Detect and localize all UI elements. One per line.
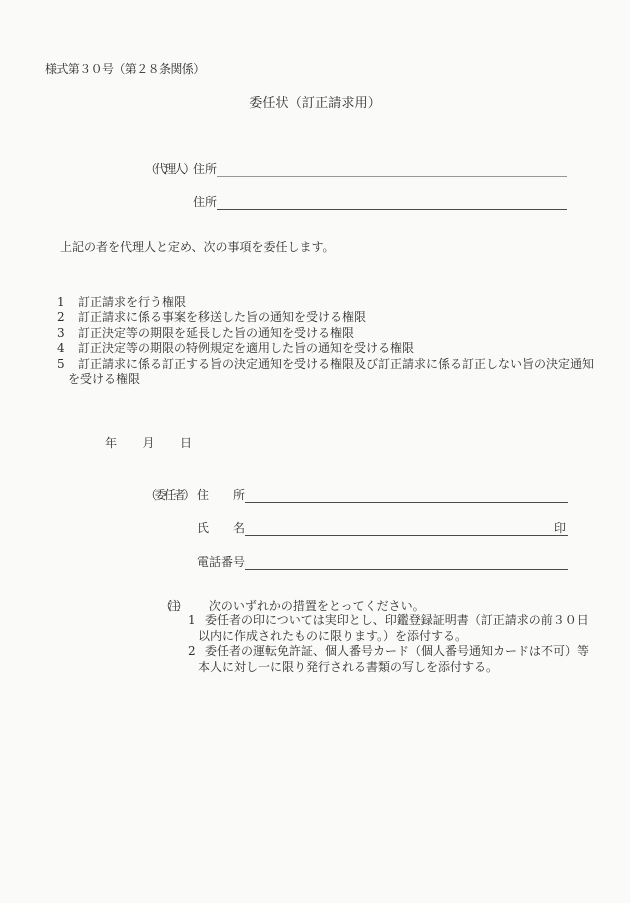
list-item-number: 4: [57, 341, 65, 356]
list-item-number: 2: [57, 310, 65, 325]
agent-address1-field[interactable]: [217, 162, 567, 177]
list-item-number: 3: [57, 325, 65, 340]
note-item-text: 委任者の印については実印とし、印鑑登録証明書（訂正請求の前３０日以内に作成されたものに限ります。）を添付する。: [198, 613, 589, 643]
note-intro: 次のいずれかの措置をとってください。: [208, 599, 425, 613]
date-line: [105, 436, 192, 451]
list-item-number: 5: [57, 356, 65, 371]
principal-label: （委任者）: [145, 488, 194, 502]
agent-address2-field[interactable]: [217, 195, 567, 210]
form-number: 様式第３０号（第２８条関係）: [45, 62, 205, 76]
agent-address1-label: 住所: [193, 162, 218, 176]
list-item: [57, 357, 595, 388]
list-item-text: 訂正決定等の期限の特例規定を適用した旨の通知を受ける権限: [78, 341, 415, 356]
list-item-text: 訂正請求に係る事案を移送した旨の通知を受ける権限: [78, 310, 367, 325]
note-item-number: 2: [188, 644, 196, 659]
page-title: 委任状（訂正請求用）: [249, 96, 381, 111]
delegated-items-list: [57, 295, 595, 387]
agent-address-row-1: [145, 161, 567, 177]
list-item: [57, 310, 595, 325]
list-item-number: 1: [57, 295, 65, 309]
note-items-list: [188, 613, 590, 675]
agent-address2-label: 住所: [193, 195, 218, 209]
list-item-text: 訂正決定等の期限を延長した旨の通知を受ける権限: [78, 325, 355, 340]
list-item: [57, 341, 595, 356]
note-header: [160, 599, 425, 614]
list-item: [57, 326, 595, 341]
principal-name-row: [145, 520, 568, 536]
list-item: [57, 295, 595, 310]
principal-name-field[interactable]: [245, 521, 568, 536]
principal-phone-row: [145, 554, 568, 570]
principal-address-label: 住 所: [197, 488, 245, 502]
principal-phone-field[interactable]: [245, 555, 568, 570]
agent-address-row-2: [145, 194, 567, 210]
list-item-text: 訂正請求に係る訂正する旨の決定通知を受ける権限及び訂正請求に係る訂正しない旨の決定通知を受ける権限: [68, 356, 595, 387]
list-item-text: 訂正請求を行う権限: [78, 295, 187, 309]
note-item-number: 1: [188, 613, 196, 627]
note-item: [188, 613, 590, 644]
principal-address-field[interactable]: [245, 488, 568, 503]
principal-name-label: 氏 名: [197, 521, 245, 535]
seal-mark: 印: [553, 521, 566, 535]
agent-label: （代理人）: [145, 162, 194, 176]
note-item: [188, 644, 590, 675]
note-item-text: 委任者の運転免許証、個人番号カード（個人番号通知カードは不可）等本人に対し一に限り発行される書類の写しを添付する。: [198, 644, 590, 674]
principal-address-row: [145, 487, 568, 503]
date-labels: 年 月 日: [105, 436, 192, 450]
note-label: （注）: [160, 599, 185, 613]
principal-phone-label: 電話番号: [197, 555, 246, 569]
intro-sentence: 上記の者を代理人と定め、次の事項を委任します。: [60, 240, 335, 254]
